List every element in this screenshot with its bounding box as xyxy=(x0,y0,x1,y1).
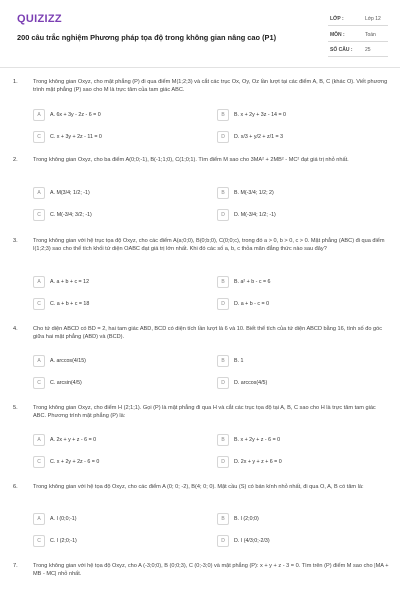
option-letter: C xyxy=(33,535,45,547)
worksheet-header xyxy=(0,0,400,66)
question-text: Trong không gian Oxyz, cho điểm H (2;1;1). Gọi (P) là mặt phẳng đi qua H và cắt các trục tọa độ tại A, B, C sao cho H là trực tâm tam giác ABC. Phương trình mặt phẳng (P) là: xyxy=(33,405,376,419)
question-count-value: 25 xyxy=(365,47,371,53)
question-number: 3. xyxy=(13,238,18,244)
meta-divider xyxy=(328,25,388,26)
option-letter: B xyxy=(217,109,229,121)
option-text: B. a² + b - c = 6 xyxy=(234,279,271,285)
option-letter: D xyxy=(217,209,229,221)
question-number: 1. xyxy=(13,79,18,85)
option-letter: C xyxy=(33,377,45,389)
option-text: A. M(3/4; 1/2; -1) xyxy=(50,190,90,196)
option-text: B. x + 2y + 3z - 14 = 0 xyxy=(234,112,286,118)
quizizz-logo: QUIZIZZ xyxy=(17,13,62,25)
question-number: 7. xyxy=(13,563,18,569)
option-letter: A xyxy=(33,434,45,446)
grade-value: Lớp 12 xyxy=(365,16,381,22)
question-number: 4. xyxy=(13,326,18,332)
question-number: 5. xyxy=(13,405,18,411)
question-text: Trong không gian Oxyz, cho mặt phẳng (P) đi qua điểm M(1;2;3) và cắt các trục Ox, Oy, Oz lần lượt tại các điểm A, B, C (khác O). Viết phương trình mặt phẳng (P) sao cho M là trực tâm của tam giác ABC. xyxy=(33,79,388,93)
option-letter: A xyxy=(33,513,45,525)
option-text: C. a + b + c = 18 xyxy=(50,301,90,307)
option-letter: D xyxy=(217,298,229,310)
option-text: D. x/3 + y/2 + z/1 = 3 xyxy=(234,134,284,140)
option-letter: B xyxy=(217,355,229,367)
subject-value: Toán xyxy=(365,32,376,38)
option-letter: A xyxy=(33,355,45,367)
option-text: A. 6x + 3y - 2z - 6 = 0 xyxy=(50,112,101,118)
option-text: C. I (2;0;-1) xyxy=(50,538,77,544)
question-text: Trong không gian với hệ trục tọa độ Oxyz, cho các điểm A(a;0;0), B(0;b;0), C(0;0;c), trong đó a > 0, b > 0, c > 0. Mặt phẳng (ABC) đi qua điểm I(1;2;3) sao cho thể tích khối tứ diện OABC đạt giá trị lớn nhất. Khi đó các số a, b, c thỏa mãn đẳng thức nào sau đây? xyxy=(33,238,385,252)
meta-divider xyxy=(328,56,388,57)
question-text: Trong không gian với hệ tọa độ Oxyz, cho các điểm A (0; 0; -2), B(4; 0; 0). Mặt cầu (S) có bán kính nhỏ nhất, đi qua O, A, B có tâm là: xyxy=(33,484,364,490)
option-text: C. arcsin(4/5) xyxy=(50,380,82,386)
meta-divider xyxy=(328,41,388,42)
option-text: A. arccos(4/15) xyxy=(50,358,86,364)
option-letter: D xyxy=(217,377,229,389)
option-letter: D xyxy=(217,131,229,143)
option-text: B. M(-3/4; 1/2; 2) xyxy=(234,190,274,196)
header-divider xyxy=(0,67,400,68)
option-text: B. I (2;0;0) xyxy=(234,516,259,522)
option-text: D. 2x + y + z + 6 = 0 xyxy=(234,459,282,465)
option-text: A. a + b + c = 12 xyxy=(50,279,90,285)
option-letter: B xyxy=(217,187,229,199)
option-text: B. x + 2y + z - 6 = 0 xyxy=(234,437,281,443)
question-number: 6. xyxy=(13,484,18,490)
option-letter: B xyxy=(217,513,229,525)
subject-label: MÔN : xyxy=(330,32,345,38)
option-letter: C xyxy=(33,456,45,468)
option-letter: A xyxy=(33,187,45,199)
option-text: D. arccos(4/5) xyxy=(234,380,268,386)
option-text: C. M(-3/4; 3/2; -1) xyxy=(50,212,92,218)
grade-label: LỚP : xyxy=(330,16,344,22)
question-text: Cho tứ diện ABCD có BD = 2, hai tam giác ABD, BCD có diện tích lần lượt là 6 và 10. Biết thể tích của tứ diện ABCD bằng 16, tính số đo góc giữa hai mặt phẳng (ABD) và (BCD). xyxy=(33,326,383,340)
option-letter: C xyxy=(33,298,45,310)
option-text: C. x + 2y + 2z - 6 = 0 xyxy=(50,459,100,465)
option-letter: A xyxy=(33,109,45,121)
option-letter: D xyxy=(217,456,229,468)
option-text: A. I (0;0;-1) xyxy=(50,516,77,522)
option-text: D. I (4/3;0;-2/3) xyxy=(234,538,270,544)
option-letter: A xyxy=(33,276,45,288)
option-letter: D xyxy=(217,535,229,547)
option-letter: C xyxy=(33,131,45,143)
question-number: 2. xyxy=(13,157,18,163)
option-letter: B xyxy=(217,276,229,288)
question-text: Trong không gian Oxyz, cho ba điểm A(0;0;-1), B(-1;1;0), C(1;0;1). Tìm điểm M sao cho 3MA² + 2MB² - MC² đạt giá trị nhỏ nhất. xyxy=(33,157,349,163)
option-text: C. x + 3y + 2z - 11 = 0 xyxy=(50,134,102,140)
option-letter: C xyxy=(33,209,45,221)
option-text: A. 2x + y + z - 6 = 0 xyxy=(50,437,97,443)
page-title: 200 câu trắc nghiệm Phương pháp tọa độ trong không gian nâng cao (P1) xyxy=(17,33,277,42)
option-text: D. a + b - c = 0 xyxy=(234,301,270,307)
option-text: D. M(-3/4; 1/2; -1) xyxy=(234,212,276,218)
question-text: Trong không gian với hệ tọa độ Oxyz, cho A (-3;0;0), B (0;0;3), C (0;-3;0) và mặt phẳng (P): x + y + z - 3 = 0. Tìm trên (P) điểm M sao cho |MA + MB - MC| nhỏ nhất. xyxy=(33,563,389,577)
option-letter: B xyxy=(217,434,229,446)
option-text: B. 1 xyxy=(234,358,244,364)
question-count-label: SỐ CÂU : xyxy=(330,47,353,53)
